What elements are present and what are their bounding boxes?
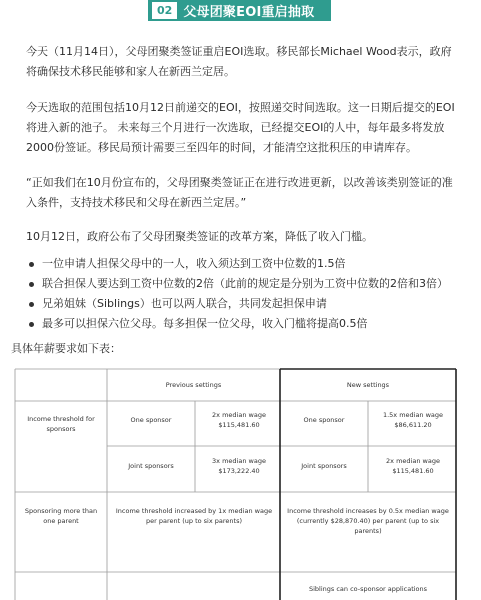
siblings-co-sponsor-note: Siblings can co-sponsor applications — [308, 585, 428, 593]
article-body — [26, 42, 458, 334]
bullet-dot-icon — [29, 322, 34, 327]
prev-one-sponsor-value: 2x median wage $115,481.60 — [212, 411, 266, 429]
previous-settings-header: Previous settings — [165, 381, 222, 389]
paragraph-selection: 今天选取的范围包括10月12日前递交的EOI，按照递交时间选取。这一日期后提交的EOI将进入新的池子。 未来每三个月进行一次选取，已经提交EOI的人中，每年最多将发放2000份签证。移民局预计需要三至四年的时间，才能清空这批积压的申请库存。 — [26, 101, 455, 154]
prev-joint-sponsors-value: 3x median wage $173,222.40 — [212, 457, 266, 475]
new-multiple-parents-rule: Income threshold increases by 0.5x median wage (currently $28,870.40) per parent (up to six parents) — [287, 507, 449, 535]
income-threshold-table — [11, 366, 460, 600]
list-item — [26, 254, 458, 274]
section-header — [0, 0, 481, 22]
income-threshold-label: Income threshold for sponsors — [27, 415, 95, 433]
list-item-text: 一位申请人担保父母中的一人，收入须达到工资中位数的1.5倍 — [42, 257, 346, 270]
section-header-bar — [148, 0, 331, 21]
multiple-parents-label: Sponsoring more than one parent — [24, 507, 98, 525]
prev-one-sponsor-label: One sponsor — [130, 416, 172, 424]
list-item-text: 最多可以担保六位父母。每多担保一位父母，收入门槛将提高0.5倍 — [42, 317, 368, 330]
list-item — [26, 274, 458, 294]
bullet-dot-icon — [29, 262, 34, 267]
new-joint-sponsors-label: Joint sponsors — [301, 462, 347, 470]
new-joint-sponsors-value: 2x median wage $115,481.60 — [386, 457, 440, 475]
section-title: 父母团聚EOI重启抽取 — [183, 5, 315, 20]
prev-joint-sponsors-label: Joint sponsors — [128, 462, 174, 470]
reform-bullet-list — [26, 254, 458, 334]
paragraph-intro: 今天（11月14日），父母团聚类签证重启EOI选取。移民部长Michael Wood表示，政府将确保技术移民能够和家人在新西兰定居。 — [26, 45, 452, 78]
section-number: 02 — [152, 2, 177, 19]
bullet-dot-icon — [29, 282, 34, 287]
new-one-sponsor-value: 1.5x median wage $86,611.20 — [382, 411, 444, 429]
paragraph-reform: 10月12日，政府公布了父母团聚类签证的改革方案，降低了收入门槛。 — [26, 230, 373, 243]
new-settings-header: New settings — [346, 381, 390, 389]
table-intro: 具体年薪要求如下表： — [11, 342, 121, 355]
prev-multiple-parents-rule: Income threshold increased by 1x median wage per parent (up to six parents) — [115, 507, 273, 525]
new-one-sponsor-label: One sponsor — [303, 416, 345, 424]
table-grid-lines — [11, 366, 460, 600]
list-item — [26, 314, 458, 334]
paragraph-quote: “正如我们在10月份宣布的，父母团聚类签证正在进行改进更新，以改善该类别签证的准入条件，支持技术移民和父母在新西兰定居。” — [26, 176, 453, 209]
list-item-text: 联合担保人要达到工资中位数的2倍（此前的规定是分别为工资中位数的2倍和3倍） — [42, 277, 448, 290]
list-item — [26, 294, 458, 314]
list-item-text: 兄弟姐妹（Siblings）也可以两人联合，共同发起担保申请 — [42, 297, 327, 310]
bullet-dot-icon — [29, 302, 34, 307]
